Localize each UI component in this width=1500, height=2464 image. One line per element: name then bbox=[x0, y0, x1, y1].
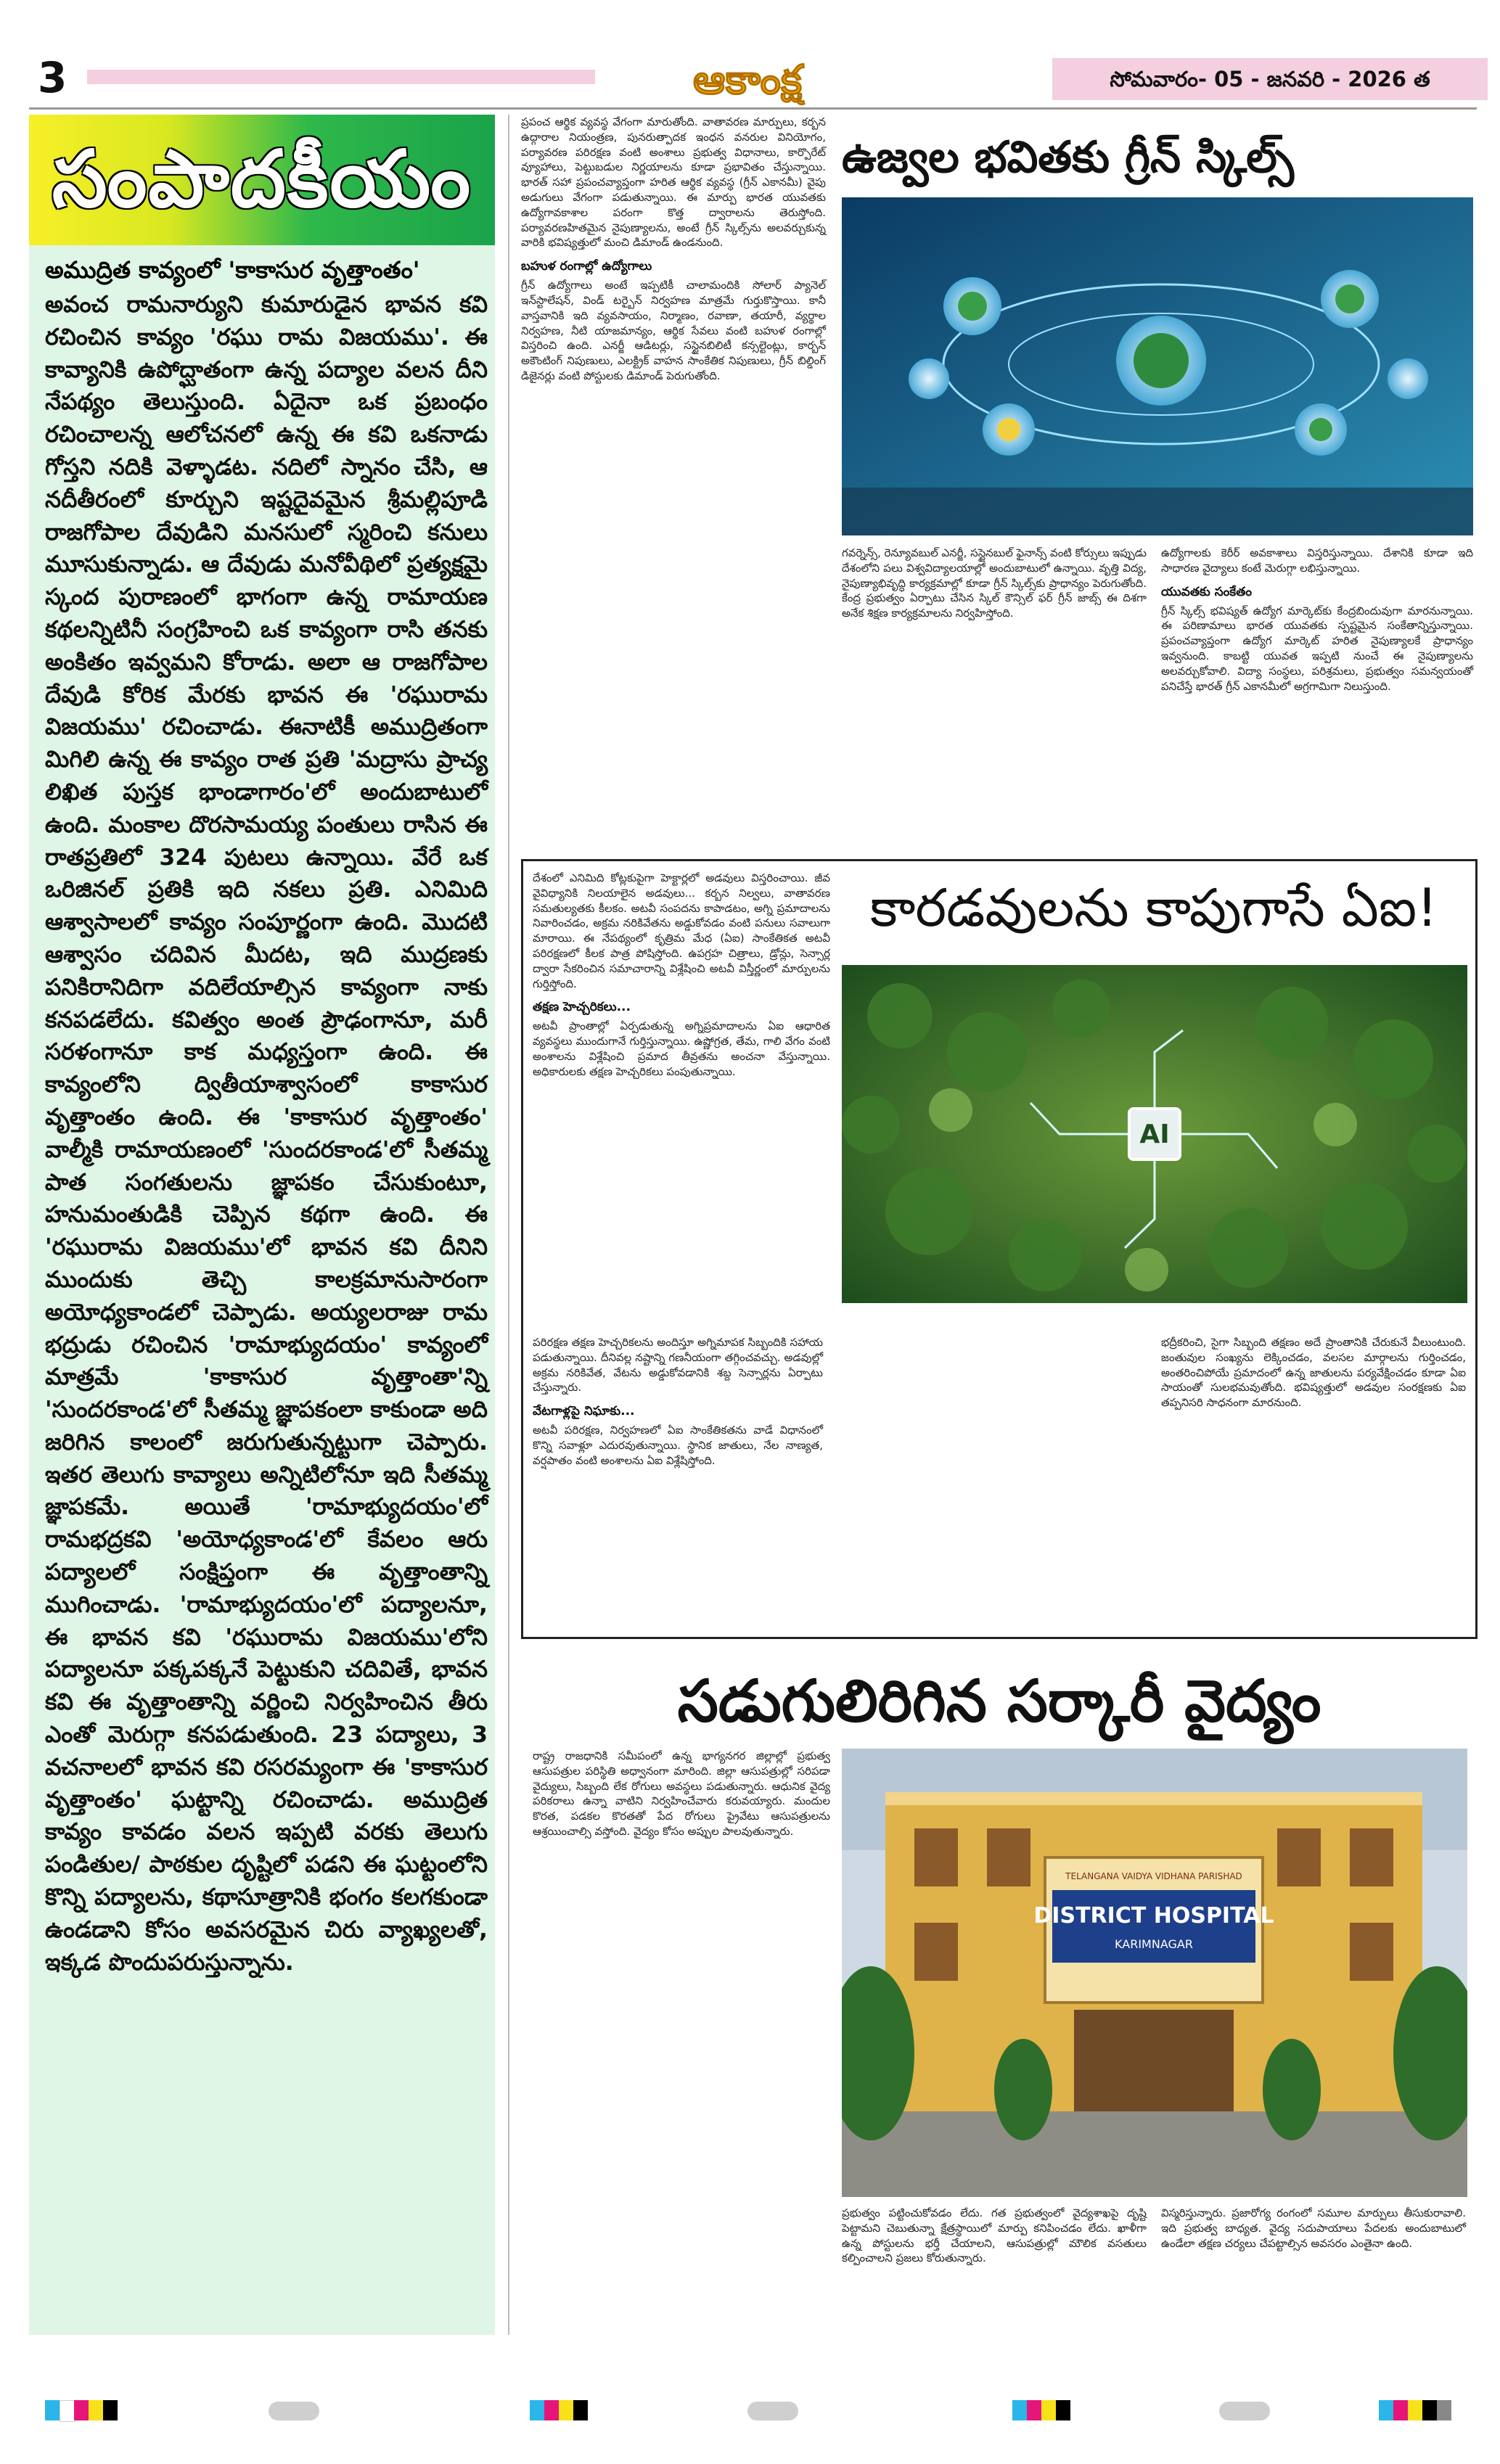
hospital-col1-text: రాష్ట్ర రాజధానికి సమీపంలో ఉన్న భాగ్యనగర జిల్లాల్లో ప్రభుత్వ ఆసుపత్రుల పరిస్థితి అధ్వానంగా మారింది. జిల్లా ఆసుపత్రుల్లో సరిపడా వైద్యులు, సిబ్బంది లేక రోగులు అవస్థలు పడుతున్నారు. ఆధునిక వైద్య పరికరాలు ఉన్నా వాటిని నిర్వహించేవారు కరువయ్యారు. మందుల కొరత, పడకల కొరతతో పేద రోగులు ప్రైవేటు ఆసుపత్రులను ఆశ్రయించాల్సి వస్తోంది. వైద్యం కోసం అప్పుల పాలవుతున్నారు. bbox=[533, 1749, 830, 1838]
hospital-sign-sub: KARIMNAGAR bbox=[1115, 1937, 1193, 1951]
green-subheading-2: యువతకు సంకేతం bbox=[1161, 584, 1253, 599]
page-header bbox=[0, 0, 1500, 104]
ai-subtext-1: అటవీ ప్రాంతాల్లో ఏర్పడుతున్న అగ్నిప్రమాదాలను ఏఐ ఆధారిత వ్యవస్థలు ముందుగానే గుర్తిస్తున్నాయి. ఉష్ణోగ్రత, తేమ, గాలి వేగం వంటి అంశాలను విశ్లేషించి ప్రమాద తీవ్రతను అంచనా వేస్తున్నాయి. అధికారులకు తక్షణ హెచ్చరికలు పంపుతున్నాయి. bbox=[533, 1019, 830, 1078]
editorial-paragraph: అవంచ రామనార్యుని కుమారుడైన భావన కవి రచించిన కావ్యం 'రఘు రామ విజయము'. ఈ కావ్యానికి ఉపోద్ఘాతంగా ఉన్న పద్యాల వలన దీని నేపథ్యం తెలుస్తుంది. ఏదైనా ఒక ప్రబంధం రచించాలన్న ఆలోచనలో ఉన్న ఈ కవి ఒకనాడు గోస్తని నదికి వెళ్ళాడట. నదిలో స్నానం చేసి, ఆ నదీతీరంలో కూర్చుని ఇష్టదైవమైన శ్రీమల్లిపూడి రాజగోపాల దేవుడిని మనసులో స్మరించి కనులు మూసుకున్నాడు. ఆ దేవుడు మనోవీథిలో ప్రత్యక్షమై స్కంద పురాణంలో భాగంగా ఉన్న రామాయణ కథలన్నిటినీ సంగ్రహించి ఒక కావ్యంగా రాసి తనకు అంకితం ఇవ్వమని కోరాడు. అలా ఆ రాజగోపాల దేవుడి కోరిక మేరకు భావన ఈ 'రఘురామ విజయము' రచించాడు. ఈనాటికీ అముద్రితంగా మిగిలి ఉన్న ఈ కావ్యం రాత ప్రతి 'మద్రాసు ప్రాచ్య లిఖిత పుస్తక భాండాగారం'లో అందుబాటులో ఉంది. మంకాల దొరసామయ్య పంతులు రాసిన ఈ రాతప్రతిలో 324 పుటలు ఉన్నాయి. వేరే ఒక ఒరిజినల్ ప్రతికి ఇది నకలు ప్రతి. ఎనిమిది ఆశ్వాసాలలో కావ్యం సంపూర్ణంగా ఉంది. మొదటి ఆశ్వాసం చదివిన మీదట, ఇది ముద్రణకు పనికిరానిదిగా వదిలేయాల్సిన కావ్యంగా నాకు కనపడలేదు. కవిత్వం అంత ప్రౌఢంగానూ, మరీ సరళంగానూ కాక మధ్యస్తంగా ఉంది. ఈ కావ్యంలోని ద్వితీయాశ్వాసంలో కాకాసుర వృత్తాంతం ఉంది. ఈ 'కాకాసుర వృత్తాంతం' వాల్మీకి రామాయణంలో 'సుందరకాండ'లో సీతమ్మ పాత సంగతులను జ్ఞాపకం చేసుకుంటూ, హనుమంతుడికి చెప్పిన కథగా ఉంది. ఈ 'రఘురామ విజయము'లో భావన కవి దీనిని ముందుకు తెచ్చి కాలక్రమానుసారంగా అయోధ్యకాండలో చెప్పాడు. అయ్యలరాజు రామ భద్రుడు రచించిన 'రామాభ్యుదయం' కావ్యంలో మాత్రమే 'కాకాసుర వృత్తాంతా'న్ని 'సుందరకాండ'లో సీతమ్మ జ్ఞాపకంలా కాకుండా అది జరిగిన కాలంలో జరుగుతున్నట్టుగా చెప్పారు. ఇతర తెలుగు కావ్యాలు అన్నిటిలోనూ ఇది సీతమ్మ జ్ఞాపకమే. అయితే 'రామాభ్యుదయం'లో రామభద్రకవి 'అయోధ్యకాండ'లో కేవలం ఆరు పద్యాలలో సంక్షిప్తంగా ఈ వృత్తాంతాన్ని ముగించాడు. 'రామాభ్యుదయం'లో పద్యాలనూ, ఈ భావన కవి 'రఘురామ విజయము'లోని పద్యాలనూ పక్కపక్కనే పెట్టుకుని చదివితే, భావన కవి ఈ వృత్తాంతాన్ని వర్ణించి నిర్వహించిన తీరు ఎంతో మెరుగ్గా కనపడుతుంది. 23 పద్యాలు, 3 వచనాలలో భావన కవి రసరమ్యంగా ఈ 'కాకాసుర వృత్తాంతం' ఘట్టాన్ని రచించాడు. అముద్రిత కావ్యం కావడం వలన ఇప్పటి వరకు తెలుగు పండితుల/ పాఠకుల దృష్టిలో పడని ఈ ఘట్టంలోని కొన్ని పద్యాలను, కథాసూత్రానికి భంగం కలగకుండా ఉండడాని కోసం అవసరమైన చిరు వ్యాఖ్యలతో, ఇక్కడ పొందుపరుస్తున్నాను. bbox=[45, 292, 488, 1976]
hospital-sign-top: TELANGANA VAIDYA VIDHANA PARISHAD bbox=[1065, 1871, 1242, 1881]
green-subtext-2: గ్రీన్ స్కిల్స్ భవిష్యత్ ఉద్యోగ మార్కెట్‌కు కేంద్రబిందువుగా మారనున్నాయి. ఈ పరిణామాలు భారత యువతకు స్పష్టమైన సంకేతాన్నిస్తున్నాయి. ప్రపంచవ్యాప్తంగా ఉద్యోగ మార్కెట్ హరిత నైపుణ్యాలకే ప్రాధాన్యం ఇవ్వనుంది. కాబట్టి యువత ఇప్పటి నుంచే ఈ నైపుణ్యాలను అలవర్చుకోవాలి. విద్యా సంస్థలు, పరిశ్రమలు, ప్రభుత్వం సమన్వయంతో పనిచేస్తే భారత్ గ్రీన్ ఎకానమీలో అగ్రగామిగా నిలుస్తుంది. bbox=[1161, 604, 1473, 693]
ai-col3-text: భద్రీకరించి, సైగా సిబ్బంది తక్షణం అదే ప్రాంతానికి చేరుకునే వీలుంటుంది. జంతువుల సంఖ్యను లెక్కించడం, వలసల మార్గాలను గుర్తించడం, అంతరించిపోయే ప్రమాదంలో ఉన్న జాతులను పర్యవేక్షించడం కూడా ఏఐ సాయంతో సులభమవుతోంది. భవిష్యత్తులో అడవుల సంరక్షణకు ఏఐ తప్పనిసరి సాధనంగా మారనుంది. bbox=[1161, 1336, 1466, 1410]
green-skills-photo bbox=[842, 197, 1473, 535]
ai-col2 bbox=[533, 1335, 823, 1469]
ai-headline: కారడవులను కాపుగాసే ఏఐ! bbox=[869, 877, 1438, 938]
hospital-headline: సడుగులిరిగిన సర్కారీ వైద్యం bbox=[677, 1667, 1321, 1735]
ai-subheading-1: తక్షణ హెచ్చరికలు... bbox=[533, 1000, 631, 1015]
hospital-sign-main: DISTRICT HOSPITAL bbox=[1033, 1903, 1274, 1929]
header-divider bbox=[29, 107, 1477, 110]
green-skills-col3 bbox=[1161, 546, 1473, 694]
hospital-col2 bbox=[842, 2206, 1147, 2266]
green-col2-text: గవర్నెన్స్, రెన్యూవబుల్ ఎనర్జీ, సస్టైనబుల్ ఫైనాన్స్ వంటి కోర్సులు ఇప్పుడు దేశంలోని పలు విశ్వవిద్యాలయాల్లో అందుబాటులో ఉన్నాయి. వృత్తి విద్య, నైపుణ్యాభివృద్ధి కార్యక్రమాల్లో కూడా గ్రీన్ స్కిల్స్‌కు ప్రాధాన్యం పెరుగుతోంది. కేంద్ర ప్రభుత్వం ఏర్పాటు చేసిన స్కిల్ కౌన్సిల్ ఫర్ గ్రీన్ జాబ్స్ ఈ దిశగా అనేక శిక్షణ కార్యక్రమాలను నిర్వహిస్తోంది. bbox=[842, 546, 1147, 620]
ai-col1-text: దేశంలో ఎనిమిది కోట్లకుపైగా హెక్టార్లలో అడవులు విస్తరించాయి. జీవ వైవిధ్యానికి నిలయాలైన అడవులు... కర్బన నిల్వలు, వాతావరణ సమతుల్యతకు కీలకం. అటవీ సంపదను కాపాడటం, అగ్ని ప్రమాదాలను నివారించడం, అక్రమ నరికివేతను అడ్డుకోవడం వంటి పనులు సవాలుగా మారాయి. ఈ నేపథ్యంలో కృత్రిమ మేధ (ఏఐ) సాంకేతికత అటవీ పరిరక్షణలో కీలక పాత్ర పోషిస్తోంది. ఉపగ్రహ చిత్రాలు, డ్రోన్లు, సెన్సార్ల ద్వారా సేకరించిన సమాచారాన్ని విశ్లేషించి అటవీ విస్తీర్ణంలో మార్పులను గుర్తిస్తోంది. bbox=[533, 871, 830, 990]
ai-col1 bbox=[533, 871, 830, 1080]
green-subtext-1: గ్రీన్ ఉద్యోగాలు అంటే ఇప్పటికీ చాలామందికి సోలార్ ప్యానెల్ ఇన్‌స్టాలేషన్, విండ్ టర్బైన్ నిర్వహణ మాత్రమే గుర్తుకొస్తాయి. కానీ వాస్తవానికి ఇది వ్యవసాయం, నిర్మాణం, రవాణా, తయారీ, వ్యర్థాల నిర్వహణ, నీటి యాజమాన్యం, ఆర్థిక సేవలు వంటి బహుళ రంగాల్లో విస్తరించి ఉంది. ఎనర్జీ ఆడిటర్లు, సస్టైనబిలిటీ కన్సల్టెంట్లు, కార్బన్ అకౌంటింగ్ నిపుణులు, ఎలక్ట్రిక్ వాహన సాంకేతిక నిపుణులు, గ్రీన్ బిల్డింగ్ డిజైనర్లు వంటి పోస్టులకు డిమాండ్ పెరుగుతోంది. bbox=[521, 279, 826, 382]
district-hospital-photo bbox=[842, 1749, 1467, 2197]
green-col3-text: ఉద్యోగాలకు కెరీర్ అవకాశాలు విస్తరిస్తున్నాయి. దేశానికి కూడా ఇది సాధారణ వైద్యాలు కంటే మెరుగ్గా లభిస్తున్నాయి. bbox=[1161, 546, 1473, 575]
hospital-col3 bbox=[1161, 2206, 1466, 2251]
hospital-col3-text: విస్మరిస్తున్నారు. ప్రజారోగ్య రంగంలో సమూల మార్పులు తీసుకురావాలి. ఇది ప్రభుత్వ బాధ్యత. వైద్య సదుపాయాలు పేదలకు అందుబాటులో ఉండేలా తక్షణ చర్యలు చేపట్టాల్సిన అవసరం ఎంతైనా ఉంది. bbox=[1161, 2206, 1466, 2250]
green-skills-intro bbox=[521, 115, 826, 384]
newspaper-logo: ఆకాంక్ష bbox=[692, 57, 803, 104]
page-number: 3 bbox=[38, 53, 67, 102]
editorial-title: సంపాదకీయం bbox=[52, 134, 472, 225]
ai-col3 bbox=[1161, 1335, 1466, 1410]
green-subheading-1: బహుళ రంగాల్లో ఉద్యోగాలు bbox=[521, 259, 652, 274]
editorial-body bbox=[45, 289, 488, 1979]
dateline: సోమవారం- 05 - జనవరి - 2026 త bbox=[1052, 58, 1488, 100]
ai-subtext-2: అటవీ పరిరక్షణ, నిర్వహణలో ఏఐ సాంకేతికతను వాడే విధానంలో కొన్ని సవాళ్లూ ఎదురవుతున్నాయి. స్థానిక జాతులు, నేల నాణ్యత, వర్షపాతం వంటి అంశాలను ఏఐ విశ్లేషిస్తోంది. bbox=[533, 1424, 823, 1467]
header-band-left bbox=[87, 70, 595, 84]
hospital-col1 bbox=[533, 1749, 830, 1839]
green-intro-text: ప్రపంచ ఆర్థిక వ్యవస్థ వేగంగా మారుతోంది. వాతావరణ మార్పులు, కర్బన ఉద్గారాల నియంత్రణ, పునరుత్పాదక ఇంధన వనరుల వినియోగం, పర్యావరణ పరిరక్షణ వంటి అంశాలు ప్రభుత్వ విధానాలు, కార్పొరేట్ వ్యూహాలు, పెట్టుబడుల నిర్ణయాలను కూడా ప్రభావితం చేస్తున్నాయి. భారత్ సహా ప్రపంచవ్యాప్తంగా హరిత ఆర్థిక వ్యవస్థ (గ్రీన్ ఎకానమీ) వైపు అడుగులు వేగంగా పడుతున్నాయి. ఈ మార్పు భారత యువతకు ఉద్యోగావకాశాల పరంగా కొత్త ద్వారాలను తెరుస్తోంది. పర్యావరణహితమైన నైపుణ్యాలను, అంటే గ్రీన్ స్కిల్స్‌ను అలవర్చుకున్న వారికి భవిష్యత్తులో మంచి డిమాండ్ ఉండనుంది. bbox=[521, 115, 826, 250]
hospital-col2-text: ప్రభుత్వం పట్టించుకోవడం లేదు. గత ప్రభుత్వంలో వైద్యశాఖపై దృష్టి పెట్టామని చెబుతున్నా క్షేత్రస్థాయిలో మార్పు కనిపించడం లేదు. ఖాళీగా ఉన్న పోస్టులను భర్తీ చేయాలని, ఆసుపత్రుల్లో మౌలిక వసతులు కల్పించాలని ప్రజలు కోరుతున్నారు. bbox=[842, 2206, 1147, 2265]
svg-text:AI: AI bbox=[1139, 1120, 1170, 1149]
green-skills-headline: ఉజ్వల భవితకు గ్రీన్ స్కిల్స్ bbox=[842, 132, 1294, 183]
green-skills-col2 bbox=[842, 546, 1147, 621]
editorial-heading: అముద్రిత కావ్యంలో 'కాకాసుర వృత్తాంతం' bbox=[45, 256, 420, 284]
ai-subheading-2: వేటగాళ్లపై నిఘాకు... bbox=[533, 1404, 635, 1419]
ai-col2-text: పరిరక్షణ తక్షణ హెచ్చరికలను అందిస్తూ అగ్నిమాపక సిబ్బందికి సహాయ పడుతున్నాయి. దీనివల్ల నష్టాన్ని గణనీయంగా తగ్గించవచ్చు. అడవుల్లో అక్రమ నరికివేత, వేటను అడ్డుకోవడానికి శబ్ద సెన్సార్లను ఏర్పాటు చేస్తున్నారు. bbox=[533, 1336, 823, 1395]
ai-forest-photo bbox=[842, 965, 1467, 1303]
column-divider bbox=[508, 115, 509, 2335]
